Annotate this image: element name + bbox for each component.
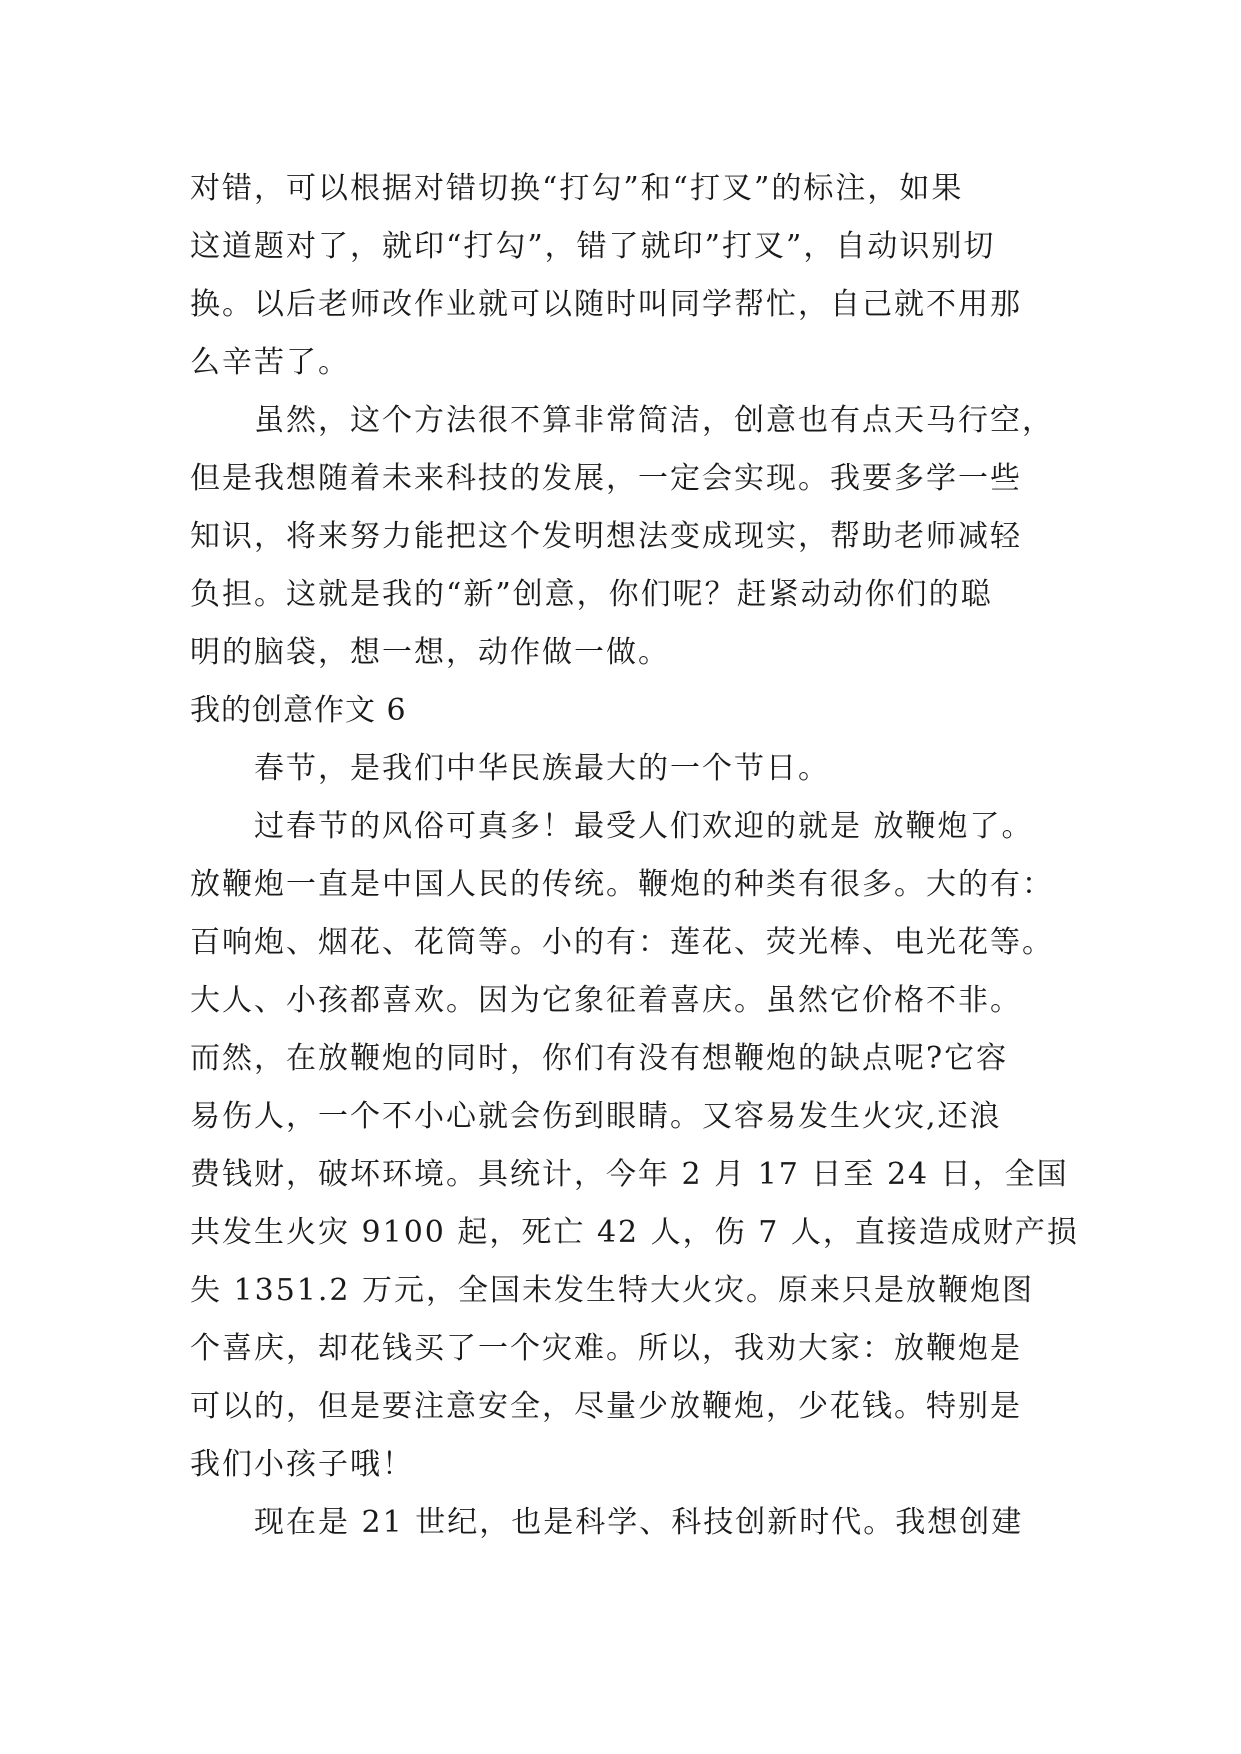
text-line: 大人、小孩都喜欢。因为它象征着喜庆。虽然它价格不非。 [190,983,1022,1018]
text-line: 共发生火灾 9100 起，死亡 42 人，伤 7 人，直接造成财产损 [190,1215,1079,1250]
text-line: 但是我想随着未来科技的发展，一定会实现。我要多学一些 [190,461,1022,496]
text-line: 我们小孩子哦！ [190,1447,414,1482]
text-line: 春节，是我们中华民族最大的一个节日。 [254,751,830,786]
text-line: 换。以后老师改作业就可以随时叫同学帮忙，自己就不用那 [190,287,1022,322]
text-line: 百响炮、烟花、花筒等。小的有：莲花、荧光棒、电光花等。 [190,925,1054,960]
text-line: 可以的，但是要注意安全，尽量少放鞭炮，少花钱。特别是 [190,1389,1022,1424]
text-line: 这道题对了，就印“打勾”，错了就印”打叉”，自动识别切 [190,229,996,264]
text-line: 明的脑袋，想一想，动作做一做。 [190,635,670,670]
text-line: 负担。这就是我的“新”创意，你们呢？赶紧动动你们的聪 [190,577,993,612]
text-line: 知识，将来努力能把这个发明想法变成现实，帮助老师减轻 [190,519,1022,554]
text-line: 虽然，这个方法很不算非常简洁，创意也有点天马行空， [254,403,1054,438]
document-body [190,160,1079,1552]
section-heading: 我的创意作文 6 [190,693,407,728]
text-line: 失 1351.2 万元，全国未发生特大火灾。原来只是放鞭炮图 [190,1273,1035,1308]
text-line: 现在是 21 世纪，也是科学、科技创新时代。我想创建 [254,1505,1024,1540]
text-line: 过春节的风俗可真多！最受人们欢迎的就是 放鞭炮了。 [254,809,1034,844]
text-line: 么辛苦了。 [190,345,350,380]
text-line: 易伤人，一个不小心就会伤到眼睛。又容易发生火灾,还浪 [190,1099,1002,1134]
text-line: 而然，在放鞭炮的同时，你们有没有想鞭炮的缺点呢?它容 [190,1041,1009,1076]
text-line: 放鞭炮一直是中国人民的传统。鞭炮的种类有很多。大的有： [190,867,1054,902]
text-line: 个喜庆，却花钱买了一个灾难。所以，我劝大家：放鞭炮是 [190,1331,1022,1366]
text-line: 对错，可以根据对错切换“打勾”和“打叉”的标注，如果 [190,171,964,206]
text-line: 费钱财，破坏环境。具统计，今年 2 月 17 日至 24 日，全国 [190,1157,1069,1192]
